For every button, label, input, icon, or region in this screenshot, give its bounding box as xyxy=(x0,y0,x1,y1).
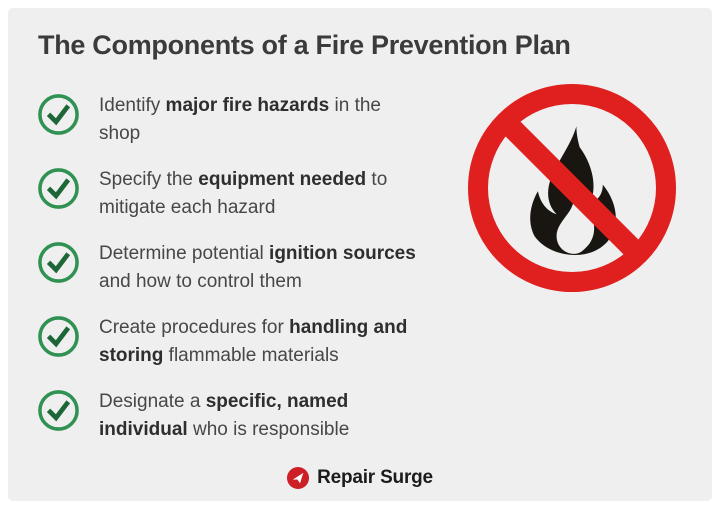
footer-logo xyxy=(8,467,712,489)
checklist-item xyxy=(37,92,447,148)
check-item-text-span: in the xyxy=(329,95,381,116)
check-circle-icon xyxy=(37,389,80,432)
checklist-item xyxy=(37,388,447,444)
check-item-text-span: who is responsible xyxy=(187,419,350,440)
check-circle-icon xyxy=(37,93,80,136)
check-item-text-span: Specify the xyxy=(99,169,199,190)
check-item-text-span: mitigate each hazard xyxy=(99,197,276,218)
check-item-text-bold: equipment needed xyxy=(198,169,367,190)
check-item-text xyxy=(99,166,387,222)
card-background xyxy=(8,8,712,501)
check-item-text-span: Designate a xyxy=(99,391,206,412)
no-fire-icon xyxy=(467,83,677,293)
check-item-text-span: Create procedures for xyxy=(99,317,290,338)
check-item-text xyxy=(99,314,407,370)
check-item-text-span: to xyxy=(366,169,388,190)
check-item-text-bold: specific, named xyxy=(205,391,349,412)
check-item-text-span: flammable materials xyxy=(163,345,339,366)
check-item-text xyxy=(99,92,381,148)
checklist xyxy=(37,92,447,444)
check-circle-icon xyxy=(37,315,80,358)
check-circle-icon xyxy=(37,241,80,284)
check-item-text xyxy=(99,240,416,296)
page-title: The Components of a Fire Prevention Plan xyxy=(38,30,571,60)
check-item-text-span: and how to control them xyxy=(99,271,302,292)
check-item-text-span: shop xyxy=(99,123,141,144)
checklist-item xyxy=(37,314,447,370)
check-item-text-bold: handling and xyxy=(289,317,408,338)
check-item-text-bold: individual xyxy=(99,419,188,440)
check-item-text-bold: major fire hazards xyxy=(165,95,330,116)
checklist-item xyxy=(37,240,447,296)
check-item-text-span: Identify xyxy=(99,95,166,116)
check-item-text-bold: ignition sources xyxy=(269,243,416,264)
repair-surge-logo-icon xyxy=(287,467,309,489)
check-item-text-bold: storing xyxy=(99,345,164,366)
check-circle-icon xyxy=(37,167,80,210)
checklist-item xyxy=(37,166,447,222)
check-item-text-span: Determine potential xyxy=(99,243,270,264)
brand-name: Repair Surge xyxy=(317,467,433,488)
check-item-text xyxy=(99,388,349,444)
